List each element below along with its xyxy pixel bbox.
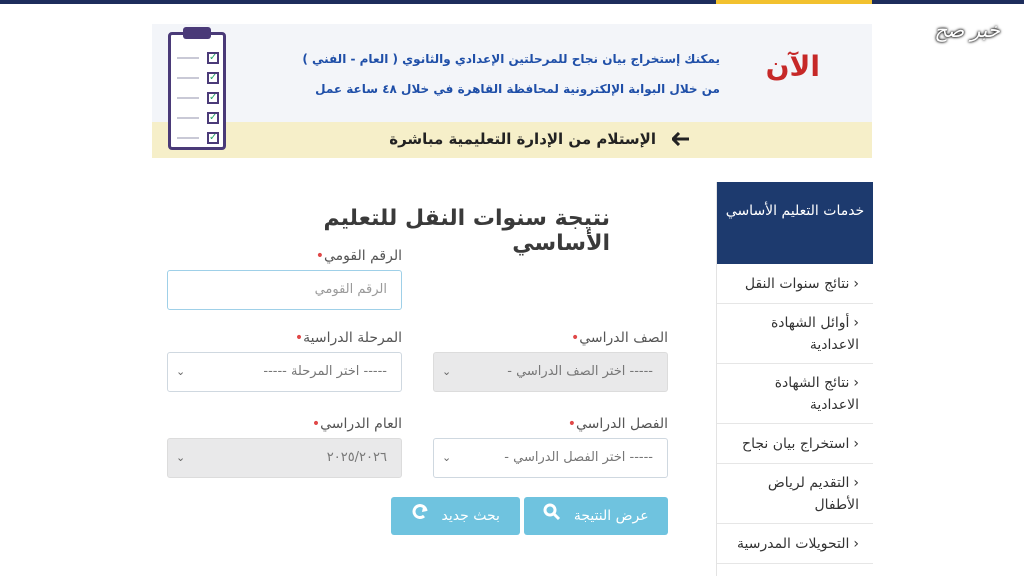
check-icon: ✓ — [209, 92, 218, 103]
banner-line-1: يمكنك إستخراج بيان نجاح للمرحلتين الإعدادي والثانوي ( العام - الفني ) — [302, 52, 720, 66]
checklist-row — [177, 111, 219, 125]
check-icon: ✓ — [209, 132, 218, 143]
new-search-label: بحث جديد — [441, 508, 500, 524]
stage-label: المرحلة الدراسية• — [294, 330, 402, 346]
grade-label: الصف الدراسي• — [570, 330, 668, 346]
required-mark: • — [567, 416, 577, 432]
national-id-input[interactable] — [167, 270, 402, 310]
check-icon: ✓ — [209, 72, 218, 83]
check-icon: ✓ — [209, 52, 218, 63]
new-search-button[interactable] — [391, 497, 520, 535]
show-result-button[interactable] — [524, 497, 668, 535]
grade-select-value: ----- اختر الصف الدراسي - — [507, 364, 653, 379]
year-label: العام الدراسي• — [311, 416, 402, 432]
chevron-left-icon: ‹ — [853, 375, 859, 391]
stage-select[interactable] — [167, 352, 402, 392]
sidebar-item-success-statement[interactable]: ‹استخراج بيان نجاح — [717, 424, 873, 464]
sidebar-header: خدمات التعليم الأساسي — [717, 182, 873, 264]
term-select[interactable] — [433, 438, 668, 478]
chevron-left-icon: ‹ — [853, 536, 859, 552]
checklist-row — [177, 51, 219, 65]
chevron-down-icon: ⌄ — [442, 451, 452, 464]
arrow-left-icon — [672, 130, 690, 151]
page-title: نتيجة سنوات النقل للتعليم الأساسي — [323, 206, 610, 256]
clipboard-icon — [168, 32, 226, 150]
required-mark: • — [294, 330, 304, 346]
checklist-row — [177, 91, 219, 105]
chevron-down-icon: ⌄ — [442, 365, 452, 378]
required-mark: • — [315, 248, 325, 264]
required-mark: • — [570, 330, 580, 346]
show-result-label: عرض النتيجة — [573, 508, 649, 524]
checklist-row — [177, 71, 219, 85]
check-icon: ✓ — [209, 112, 218, 123]
sidebar — [716, 182, 872, 576]
national-id-placeholder: الرقم القومي — [314, 282, 387, 297]
year-select-value: ٢٠٢٥/٢٠٢٦ — [326, 450, 387, 465]
chevron-left-icon: ‹ — [853, 436, 859, 452]
refresh-icon — [411, 497, 429, 535]
term-select-value: ----- اختر الفصل الدراسي - — [504, 450, 653, 465]
required-mark: • — [311, 416, 321, 432]
term-label: الفصل الدراسي• — [567, 416, 668, 432]
national-id-label: الرقم القومي• — [315, 248, 402, 264]
chevron-left-icon: ‹ — [853, 475, 859, 491]
sidebar-item-transfers[interactable]: ‹التحويلات المدرسية — [717, 524, 873, 564]
checklist-row — [177, 131, 219, 145]
banner-now-label: الآن — [765, 50, 820, 83]
stage-select-value: ----- اختر المرحلة ----- — [263, 364, 387, 379]
sidebar-item-kindergarten[interactable]: ‹التقديم لرياض الأطفال — [717, 464, 873, 524]
grade-select[interactable] — [433, 352, 668, 392]
chevron-left-icon: ‹ — [853, 276, 859, 292]
search-icon — [543, 497, 561, 535]
top-bar-accent — [716, 0, 872, 4]
announcement-banner — [152, 24, 872, 158]
clipboard-clip — [183, 27, 211, 39]
watermark: خبر صح — [934, 18, 1000, 42]
banner-strip-text: الإستلام من الإدارة التعليمية مباشرة — [389, 130, 656, 148]
sidebar-item-prep-results[interactable]: ‹نتائج الشهادة الاعدادية — [717, 364, 873, 424]
banner-line-2: من خلال البوابة الإلكترونية لمحافظة القاهرة في خلال ٤٨ ساعة عمل — [315, 82, 720, 96]
sidebar-item-top-prep[interactable]: ‹أوائل الشهادة الاعدادية — [717, 304, 873, 364]
chevron-down-icon: ⌄ — [176, 451, 186, 464]
chevron-left-icon: ‹ — [853, 315, 859, 331]
sidebar-item-transfer-results[interactable]: ‹نتائج سنوات النقل — [717, 264, 873, 304]
chevron-down-icon: ⌄ — [176, 365, 186, 378]
year-select[interactable] — [167, 438, 402, 478]
